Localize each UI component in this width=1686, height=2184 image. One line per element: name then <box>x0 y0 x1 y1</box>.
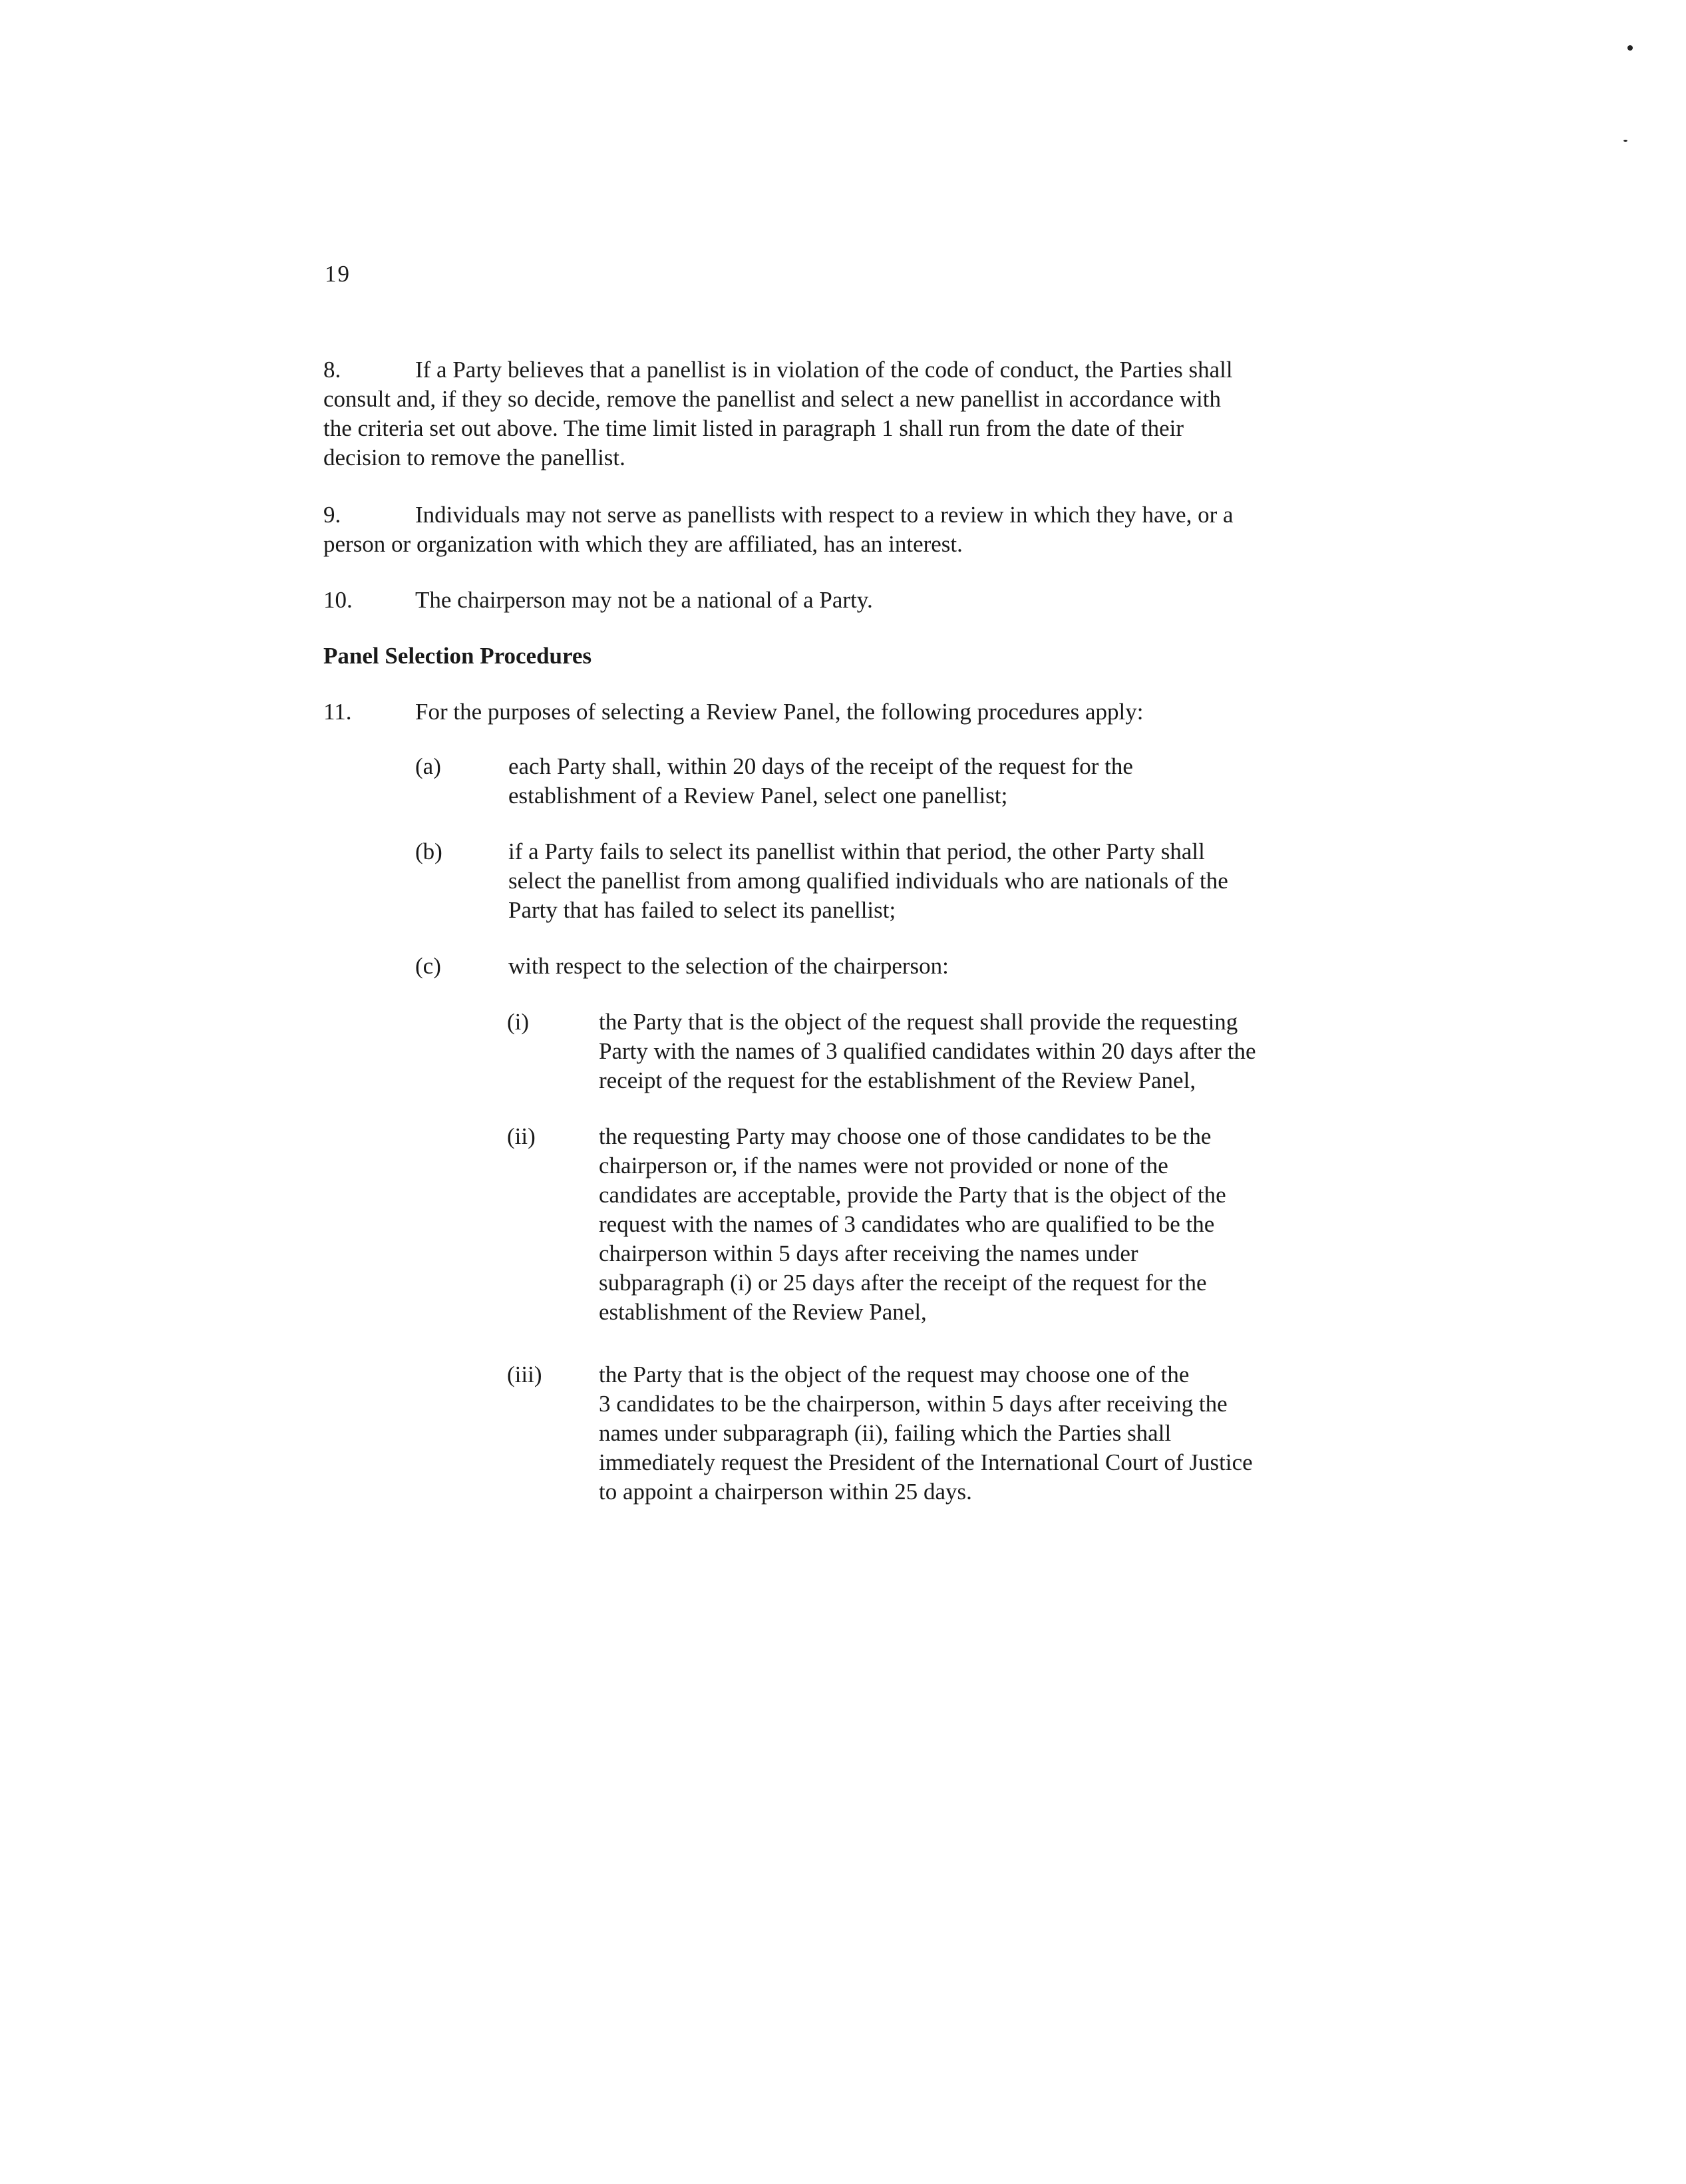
subitem-text: candidates are acceptable, provide the Party that is the object of the <box>599 1182 1226 1208</box>
page-number: 19 <box>325 261 351 287</box>
subitem-text: 3 candidates to be the chairperson, within 5 days after receiving the <box>599 1391 1228 1417</box>
paragraph-text: Individuals may not serve as panellists with respect to a review in which they have, or a <box>415 502 1234 528</box>
subitem-text: receipt of the request for the establishment of the Review Panel, <box>599 1067 1196 1093</box>
subitem-text: establishment of the Review Panel, <box>599 1299 927 1325</box>
paragraph-9 <box>323 500 1335 559</box>
section-heading: Panel Selection Procedures <box>323 643 592 669</box>
subitem-label: (ii) <box>507 1123 536 1149</box>
subitem-text: the Party that is the object of the request shall provide the requesting <box>599 1009 1238 1035</box>
subitem-text: immediately request the President of the International Court of Justice <box>599 1449 1253 1475</box>
paragraph-number: 8. <box>323 357 341 383</box>
subitem-text: if a Party fails to select its panellist within that period, the other Party shall <box>508 838 1205 864</box>
subitem-text: subparagraph (i) or 25 days after the receipt of the request for the <box>599 1270 1207 1296</box>
subitem-text: the Party that is the object of the request may choose one of the <box>599 1362 1190 1387</box>
subitem-text: chairperson or, if the names were not provided or none of the <box>599 1153 1168 1179</box>
subitem-text: each Party shall, within 20 days of the receipt of the request for the <box>508 753 1133 779</box>
subitem-text: names under subparagraph (ii), failing which the Parties shall <box>599 1420 1172 1446</box>
paragraph-10 <box>323 586 1335 615</box>
subitem-label: (c) <box>415 953 441 979</box>
scan-speck <box>1623 140 1627 142</box>
paragraph-text: The chairperson may not be a national of a Party. <box>415 587 873 613</box>
subitem-label: (iii) <box>507 1362 542 1387</box>
subitem-text: Party with the names of 3 qualified candidates within 20 days after the <box>599 1038 1256 1064</box>
subitem-label: (a) <box>415 753 441 779</box>
subitem-text: request with the names of 3 candidates who are qualified to be the <box>599 1211 1215 1237</box>
subitem-text: to appoint a chairperson within 25 days. <box>599 1479 972 1505</box>
paragraph-text: person or organization with which they are affiliated, has an interest. <box>323 531 963 557</box>
subitem-label: (i) <box>507 1009 530 1035</box>
subitem-text: select the panellist from among qualified individuals who are nationals of the <box>508 868 1228 894</box>
subitem-text: chairperson within 5 days after receiving the names under <box>599 1240 1138 1266</box>
paragraph-text: consult and, if they so decide, remove the panellist and select a new panellist in accordance with <box>323 386 1221 412</box>
paragraph-number: 11. <box>323 699 352 725</box>
scan-speck <box>1627 45 1633 51</box>
paragraph-number: 9. <box>323 502 341 528</box>
paragraph-text: decision to remove the panellist. <box>323 445 625 470</box>
paragraph-number: 10. <box>323 587 353 613</box>
subitem-text: with respect to the selection of the chairperson: <box>508 953 949 979</box>
paragraph-11 <box>323 697 1335 727</box>
paragraph-text: For the purposes of selecting a Review Panel, the following procedures apply: <box>415 699 1144 725</box>
paragraph-8 <box>323 355 1335 472</box>
subitem-text: Party that has failed to select its panellist; <box>508 897 896 923</box>
subitem-label: (b) <box>415 838 442 864</box>
paragraph-text: the criteria set out above. The time limit listed in paragraph 1 shall run from the date of their <box>323 415 1184 441</box>
subitem-text: the requesting Party may choose one of those candidates to be the <box>599 1123 1212 1149</box>
paragraph-text: If a Party believes that a panellist is in violation of the code of conduct, the Parties shall <box>415 357 1233 383</box>
subitem-text: establishment of a Review Panel, select one panellist; <box>508 783 1008 809</box>
